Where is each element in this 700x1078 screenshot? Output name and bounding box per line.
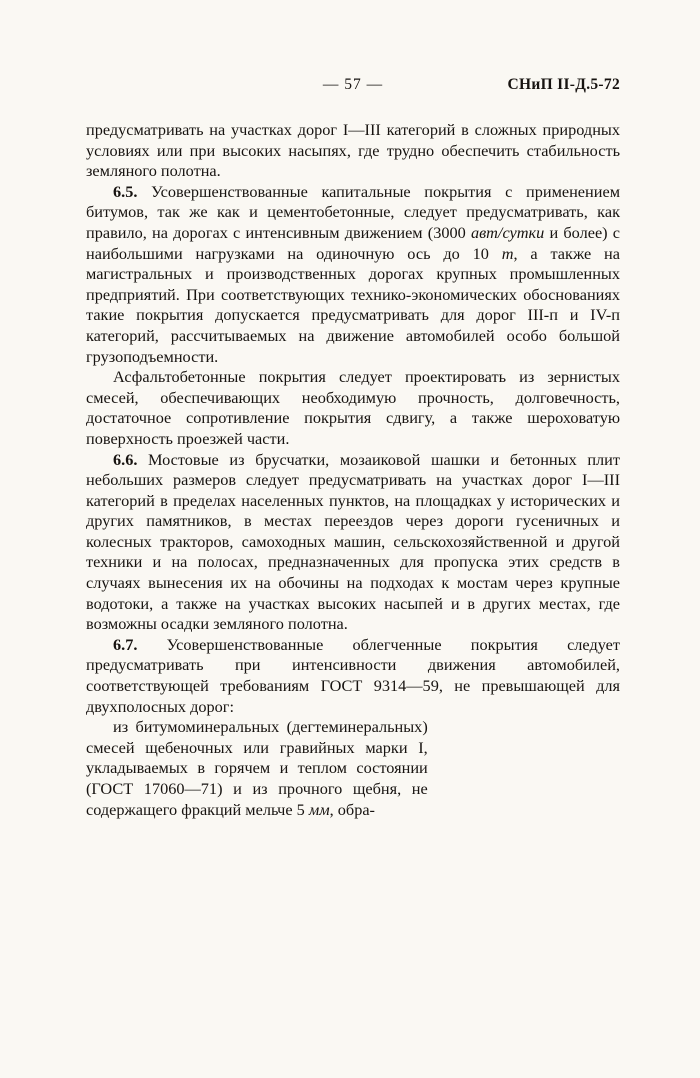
document-code: СНиП II-Д.5-72 (507, 76, 620, 93)
page-number: — 57 — (322, 76, 384, 93)
paragraph-list-item-materials: из битумоминеральных (дегтеминеральных) смесей щебеночных или гравийных марки I, укладываемых в горячем и теплом состоянии (ГОСТ 17060—71) и из прочного щебня, не содержащего фракций мельче 5 мм, обра- (86, 717, 428, 819)
paragraph-6-5: 6.5. Усовершенствованные капитальные покрытия с применением битумов, так же как и цементобетонные, следует предусматривать, как правило, на дорогах с интенсивным движением (3000 авт/сутки и более) с наибольшими нагрузками на одиночную ось до 10 т, а также на магистральных и производственных дорогах крупных промышленных предприятий. При соответствующих технико-экономических обоснованиях такие покрытия допускается предусматривать для дорог III-п и IV-п категорий, рассчитываемых на движение автомобилей особо большой грузоподъемности. (86, 181, 621, 366)
paragraph-6-7: 6.7. Усовершенствованные облегченные покрытия следует предусматривать при интенсивности движения автомобилей, соответствующей требованиям ГОСТ 9314—59, не превышающей для двухполосных дорог: (86, 634, 620, 716)
paragraph-continuation: предусматривать на участках дорог I—III категорий в сложных природных условиях или при высоких насыпях, где трудно обеспечить стабильность земляного полотна. (86, 120, 620, 181)
paragraph-6-6: 6.6. Мостовые из брусчатки, мозаиковой шашки и бетонных плит небольших размеров следует предусматривать на участках дорог I—III категорий в пределах населенных пунктов, на площадках у исторических и других памятников, в местах переездов через дороги гусеничных и колесных тракторов, самоходных машин, сельскохозяйственной и другой техники и на полосах, предназначенных для пропуска этих средств в случаях вынесения их на обочины на подходах к мостам через крупные водотоки, а также на участках высоких насыпей и в других местах, где возможны осадки земляного полотна. (86, 449, 620, 634)
paragraph-asphalt-coatings: Асфальтобетонные покрытия следует проектировать из зернистых смесей, обеспечивающих необходимую прочность, долговечность, достаточное сопротивление покрытия сдвигу, а также шероховатую поверхность проезжей части. (86, 367, 620, 448)
document-body (86, 120, 620, 820)
page-header (86, 76, 620, 94)
